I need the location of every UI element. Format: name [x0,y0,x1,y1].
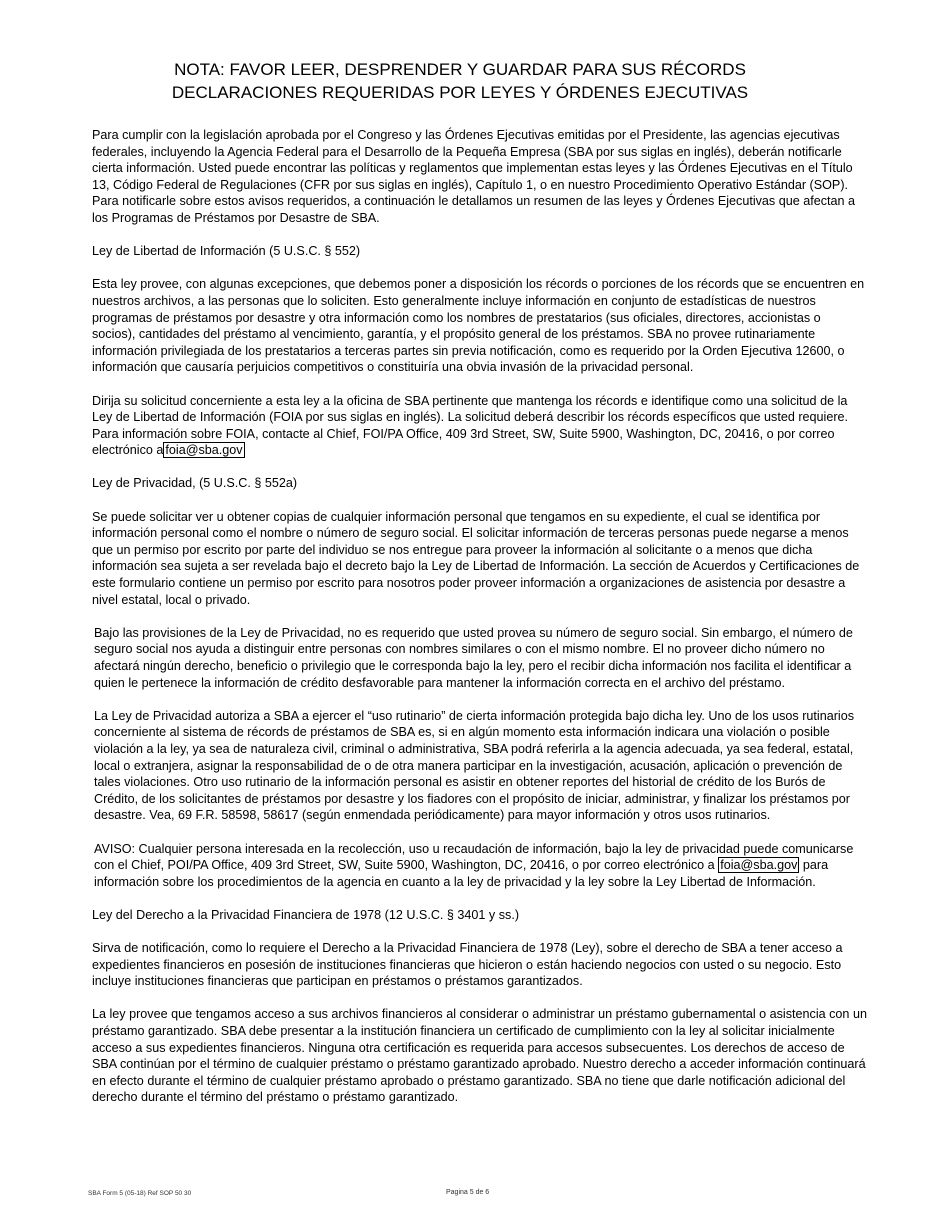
page-number: Pagina 5 de 6 [446,1189,490,1196]
foia-paragraph-1: Esta ley provee, con algunas excepciones, que debemos poner a disposición los récords o porciones de los récords que se encuentren en nuestros archivos, a las personas que lo soliciten. Esto generalmente incluye información en conjunto de estadísticas de nuestros programas de préstamos por desastre y otra información como los nombres de prestatarios (sus oficiales, directores, accionistas o socios), cantidades del préstamo al vencimiento, garantía, y el propósito general de los préstamos. SBA no provee rutinariamente información privilegiada de los prestatarios a terceras partes sin previa notificación, como es requerido por la Orden Ejecutiva 12600, o información que causaría perjuicios competitivos o constituiría una obvia invasión de la privacidad personal. [92,277,865,375]
foia-heading: Ley de Libertad de Información (5 U.S.C. § 552) [92,244,361,259]
privacy-email-link[interactable]: foia@sba.gov [720,858,798,873]
financial-paragraph-2: La ley provee que tengamos acceso a sus archivos financieros al considerar o administrar un préstamo gubernamental o asistencia con un préstamo garantizado. SBA debe presentar a la institución financiera un certificado de cumplimiento con la ley al solicitar inicialmente acceso a sus expedientes financieros. Ninguna otra certificación es requerida para accesos subsecuentes. Los derechos de acceso de SBA continúan por el término de cualquier préstamo o préstamo garantizado aprobado. Nuestro derecho a acceder información continuará en efecto durante el término de cualquier préstamo aprobado o préstamo garantizado. SBA no tiene que darle notificación adicional del derecho durante el término del préstamo o préstamo garantizado. [92,1007,867,1105]
header-title: DECLARACIONES REQUERIDAS POR LEYES Y ÓRDENES EJECUTIVAS [171,83,749,102]
form-identifier: SBA Form 5 (05-18) Ref SOP 50 30 [88,1190,192,1197]
privacy-notice-text-end: para información sobre los procedimientos de la agencia en cuanto a la ley de privacidad y la ley sobre la Ley Libertad de Información. [94,858,829,889]
privacy-heading: Ley de Privacidad, (5 U.S.C. § 552a) [92,476,298,491]
privacy-notice [92,841,867,891]
privacy-paragraph-2: Bajo las provisiones de la Ley de Privacidad, no es requerido que usted provea su número de seguro social. Sin embargo, el número de seguro social nos ayuda a distinguir entre personas con nombres similares o con el mismo nombre. El no proveer dicho número no afectará ningún derecho, beneficio o privilegio que le corresponda bajo la ley, pero el recibir dicha información nos facilita el identificar a quien le pertenece la información de crédito desfavorable para mantener la información correcta en el archivo del préstamo. [94,625,853,690]
page-header [0,58,920,104]
financial-paragraph-1: Sirva de notificación, como lo requiere el Derecho a la Privacidad Financiera de 1978 (Ley), sobre el derecho de SBA a tener acceso a expedientes financieros en posesión de instituciones financieras que hicieron o están haciendo negocios con usted o su negocio. Esto incluye instituciones financieras que participan en préstamos o préstamos garantizados. [92,941,843,989]
intro-paragraph: Para cumplir con la legislación aprobada por el Congreso y las Órdenes Ejecutivas emitidas por el Presidente, las agencias ejecutivas federales, incluyendo la Agencia Federal para el Desarrollo de la Pequeña Empresa (SBA por sus siglas en inglés), deberán notificarle cierta información. Usted puede encontrar las políticas y reglamentos que implementan estas leyes y las Órdenes Ejecutivas en el Título 13, Código Federal de Regulaciones (CFR por sus siglas en inglés), Capítulo 1, o en nuestro Procedimiento Operativo Estándar (SOP). Para notificarle sobre estos avisos requeridos, a continuación le detallamos un resumen de las leyes y Órdenes Ejecutivas que afectan a los Programas de Préstamos por Desastre de SBA. [92,128,856,225]
foia-paragraph-2-text: Dirija su solicitud concerniente a esta ley a la oficina de SBA pertinente que mantenga los récords e identifique como una solicitud de la Ley de Libertad de Información (FOIA por sus siglas en inglés). La solicitud deberá describir los récords específicos que usted requiere. Para información sobre FOIA, contacte al Chief, FOI/PA Office, 409 3rd Street, SW, Suite 5900, Washington, DC, 20416, o por correo electrónico a [92,393,849,458]
header-notice: NOTA: FAVOR LEER, DESPRENDER Y GUARDAR PARA SUS RÉCORDS [174,60,746,79]
document-body [92,127,867,1123]
foia-email-link[interactable]: foia@sba.gov [165,443,243,458]
foia-paragraph-2 [92,393,867,459]
privacy-paragraph-3: La Ley de Privacidad autoriza a SBA a ejercer el “uso rutinario” de cierta información protegida bajo dicha ley. Uno de los usos rutinarios concerniente al sistema de récords de préstamos de SBA es, si en algún momento esta información indicara una violación o posible violación a la ley, ya sea de naturaleza civil, criminal o administrativa, SBA podrá referirla a la agencia adecuada, ya sea federal, estatal, local o extranjera, asignar la responsabilidad de o de otra manera participar en la investigación, acusación, aplicación o prevención de tales violaciones. Otro uso rutinario de la información personal es asistir en obtener reportes del historial de crédito de los Burós de Crédito, de los solicitantes de préstamos por desastre y los fiadores con el propósito de iniciar, administrar, y finalizar los préstamos por desastre. Vea, 69 F.R. 58598, 58617 (según enmendada periódicamente) para mayor información y otros usos rutinarios. [94,708,855,823]
privacy-paragraph-1: Se puede solicitar ver u obtener copias de cualquier información personal que tengamos en su expediente, el cual se identifica por información personal como el nombre o número de seguro social. El solicitar información de terceras personas puede negarse a menos que un permiso por escrito por parte del individuo se nos entregue para proveer la información al solicitante o a menos que dicha información sea sujeta a ser revelada bajo el decreto bajo la Ley de Libertad de Información. La sección de Acuerdos y Certificaciones de este formulario contiene un permiso por escrito para nosotros poder proveer información a organizaciones de asistencia por desastre a nivel estatal, local o privado. [92,509,860,607]
financial-heading: Ley del Derecho a la Privacidad Financiera de 1978 (12 U.S.C. § 3401 y ss.) [92,907,520,922]
privacy-notice-text: AVISO: Cualquier persona interesada en la recolección, uso u recaudación de información, bajo la ley de privacidad puede comunicarse con el Chief, POI/PA Office, 409 3rd Street, SW, Suite 5900, Washington, DC, 20416, o por correo electrónico a [94,841,854,873]
